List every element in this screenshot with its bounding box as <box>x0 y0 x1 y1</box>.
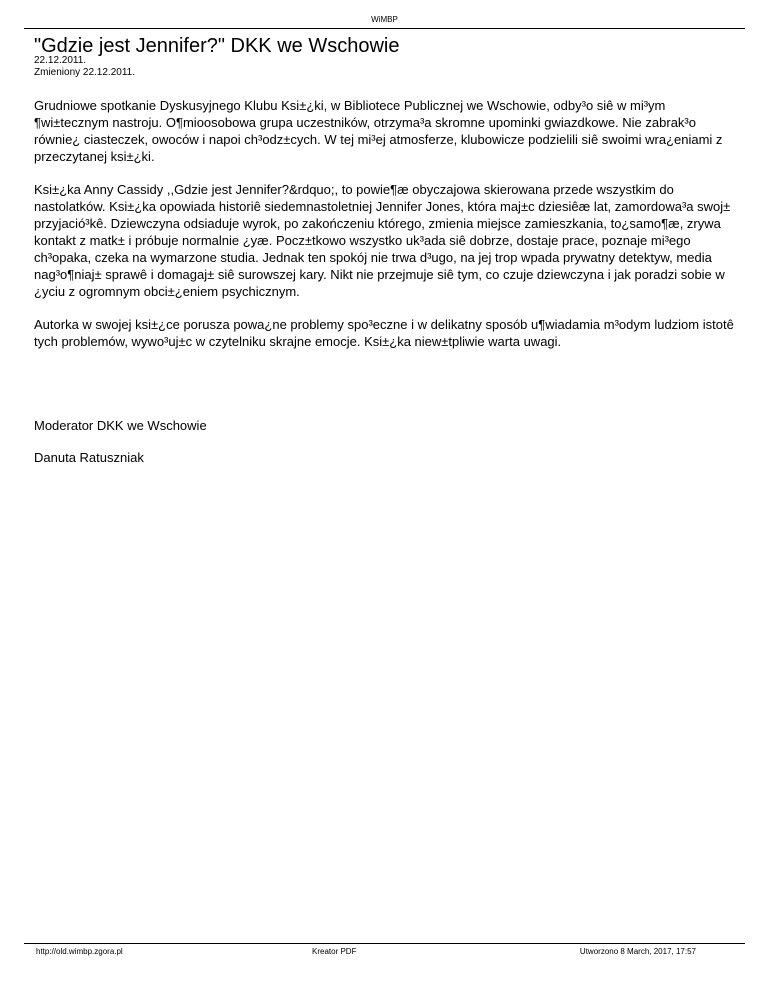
article-modified-date: Zmieniony 22.12.2011. <box>34 67 135 78</box>
header-divider <box>24 28 745 29</box>
article-date: 22.12.2011. <box>34 55 87 66</box>
footer-url: http://old.wimbp.zgora.pl <box>36 947 123 956</box>
article-paragraph: Ksi±¿ka Anny Cassidy ,,Gdzie jest Jennifer?&rdquo;, to powie¶æ obyczajowa skierowana przede wszystkim do nastolatków. Ksi±¿ka opowiada historiê siedemnastoletniej Jennifer Jones, która maj±c dziesiêæ lat, zamordowa³a swoj± przyjació³kê. Dziewczyna odsiaduje wyrok, po zakończeniu którego, zmienia miejsce zamieszkania, to¿samo¶æ, zrywa kontakt z matk± i próbuje normalnie ¿yæ. Pocz±tkowo wszystko uk³ada siê dobrze, dostaje prace, poznaje mi³ego ch³opaka, czeka na wymarzone studia. Jednak ten spokój nie trwa d³ugo, na jej trop wpada prywatny detektyw, media nag³o¶niaj± sprawê i domagaj± siê surowszej kary. Nikt nie przejmuje siê tym, co czuje dziewczyna i jak poradzi sobie w ¿yciu z ogromnym obci±¿eniem psychicznym. <box>34 182 731 299</box>
footer-divider <box>24 943 745 944</box>
signature-role: Moderator DKK we Wschowie <box>34 418 207 433</box>
page-header-site: WiMBP <box>371 15 398 24</box>
article-paragraph: Grudniowe spotkanie Dyskusyjnego Klubu Ksi±¿ki, w Bibliotece Publicznej we Wschowie, odby³o siê w mi³ym ¶wi±tecznym nastroju. O¶mioosobowa grupa uczestników, otrzyma³a skromne upominki gwiazdkowe. Nie zabrak³o równie¿ ciasteczek, owoców i napoi ch³odz±cych. W tej mi³ej atmosferze, klubowicze podzielili siê swoimi wra¿eniami z przeczytanej ksi±¿ki. <box>34 98 723 164</box>
footer-created-timestamp: Utworzono 8 March, 2017, 17:57 <box>579 947 696 956</box>
article-title: "Gdzie jest Jennifer?" DKK we Wschowie <box>34 35 400 57</box>
article-paragraph: Autorka w swojej ksi±¿ce porusza powa¿ne problemy spo³eczne i w delikatny sposób u¶wiadamia m³odym ludziom istotê tych problemów, wywo³uj±c w czytelniku skrajne emocje. Ksi±¿ka niew±tpliwie warta uwagi. <box>34 317 734 349</box>
signature-name: Danuta Ratuszniak <box>34 450 144 465</box>
article-body <box>34 97 734 481</box>
footer-generator: Kreator PDF <box>312 947 357 956</box>
